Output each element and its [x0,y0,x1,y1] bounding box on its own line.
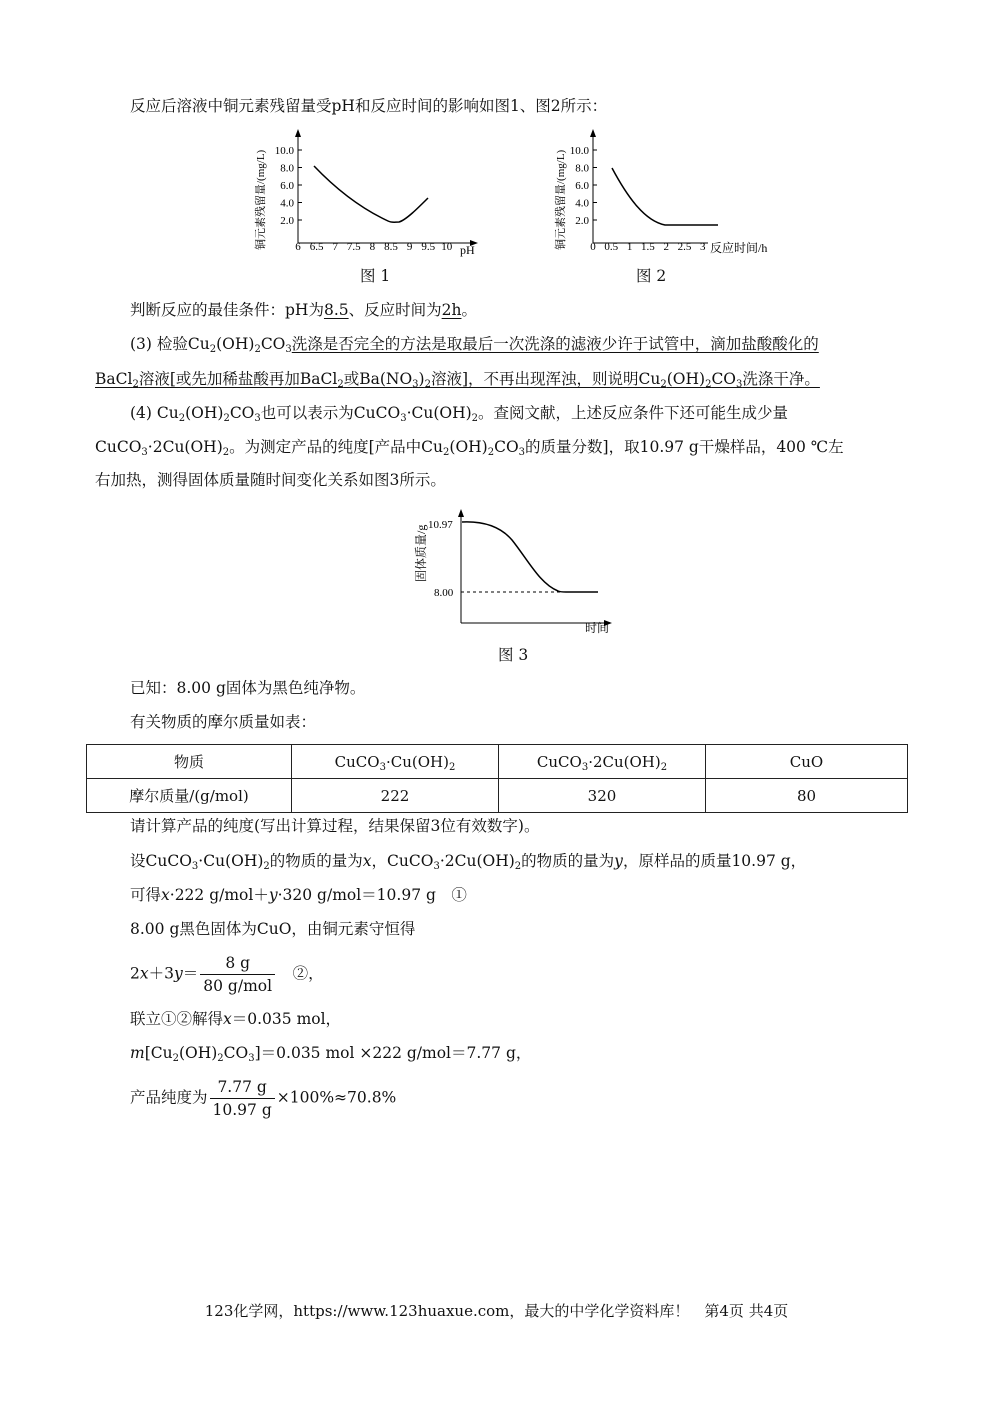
y-tick-label: 8.0 [575,162,589,175]
x-tick-label: 10 [441,241,453,253]
x-tick-label: 1 [626,241,633,253]
calc-step-2: 可得x·222 g/mol＋y·320 g/mol＝10.97 g ① [130,886,467,904]
fig3-curve [462,522,598,592]
fig3-y-bottom: 8.00 [434,587,454,599]
calc-ask: 请计算产品的纯度(写出计算过程，结果保留3位有效数字)。 [130,817,540,835]
x-tick-label: 8.5 [384,241,398,253]
best-conditions: 判断反应的最佳条件：pH为8.5、反应时间为2h。 [130,301,477,319]
fig2-y-label: 铜元素残留量/(mg/L) [555,149,567,250]
table-row-label: 摩尔质量/(g/mol) [87,779,292,813]
table-header-1: $CuCO_3\cdot Cu(OH)_2$ [292,745,499,779]
best-time: 2h [441,301,462,319]
x-tick-label: 9.5 [421,241,436,253]
fig2-curve [612,168,718,225]
page-footer: 123化学网，https://www.123huaxue.com，最大的中学化学资料库！ 第4页 共4页 [204,1302,789,1320]
fig3-y-label: 固体质量/g [414,524,428,582]
x-tick-label: 6.5 [309,241,324,253]
x-tick-label: 7.5 [346,241,361,253]
x-tick-label: 9 [406,241,413,253]
fraction-moles: $\frac{8 g}{\text{80 g/mol}}$ [200,952,275,997]
x-tick-label: 2.5 [677,241,692,253]
table-header-3: CuO [706,745,908,779]
figure-3-caption: 图 3 [498,646,529,664]
figure-3-chart [408,508,618,636]
best-ph: 8.5 [323,301,349,319]
y-tick-label: 6.0 [575,180,589,192]
q3-line-2: BaCl$_2$溶液[或先加稀盐酸再加BaCl$_2$或$Ba(NO_3)_2$溶液]，不再出现浑浊，则说明$Cu_2(OH)_2CO_3$洗涤干净。 [95,370,820,390]
intro-text: 反应后溶液中铜元素残留量受pH和反应时间的影响如图1、图2所示： [130,97,608,115]
calc-step-6: $m[Cu_2(OH)_2CO_3]=0.035$ mol ×222 g/mol＝7.77 g， [130,1044,532,1064]
x-tick-label: 1.5 [641,241,655,253]
y-tick-label: 6.0 [280,180,294,192]
y-tick-label: 4.0 [575,197,589,210]
y-tick-label: 4.0 [280,197,294,210]
table-row [87,779,908,813]
table-cell: 222 [292,779,499,813]
molar-mass-table [86,744,908,813]
calc-step-3: 8.00 g黑色固体为CuO，由铜元素守恒得 [130,920,416,938]
x-tick-label: 2 [663,241,669,253]
table-header-substance: 物质 [87,745,292,779]
figure-1-caption: 图 1 [360,267,391,285]
fig2-x-label: 反应时间/h [710,241,768,255]
x-tick-label: 8 [369,241,376,253]
x-tick-label: 0 [590,241,596,253]
x-tick-label: 3 [700,241,706,253]
calc-step-1: 设$CuCO_3\cdot Cu(OH)_2$的物质的量为x，$CuCO_3\cdot 2Cu(OH)_2$的物质的量为y，原样品的质量10.97 g， [130,852,807,872]
x-tick-label: 6 [295,241,301,253]
y-tick-label: 10.0 [274,145,294,157]
fig3-x-label: 时间 [585,621,610,635]
fig1-y-label: 铜元素残留量/(mg/L) [255,149,267,250]
calc-step-5: 联立①②解得x＝0.035 mol， [130,1010,342,1028]
q4-line-1: (4) $Cu_2(OH)_2CO_3$也可以表示为$CuCO_3\cdot Cu(OH)_2$。查阅文献，上述反应条件下还可能生成少量 [130,404,789,424]
calc-step-7: 产品纯度为 $\frac{7.77 g}{10.97 g}$ ×100%≈70.8% [130,1078,397,1119]
q4-line-3: 右加热，测得固体质量随时间变化关系如图3所示。 [95,471,446,489]
table-intro: 有关物质的摩尔质量如表： [130,713,317,731]
x-tick-label: 7 [332,241,338,253]
fig3-y-top: 10.97 [428,519,453,531]
y-tick-label: 2.0 [280,215,294,227]
q4-line-2: $CuCO_3\cdot 2Cu(OH)_2$。为测定产品的纯度[产品中$Cu_2(OH)_2CO_3$的质量分数]，取10.97 g干燥样品，400 ℃左 [95,438,844,458]
y-tick-label: 10.0 [569,145,589,157]
fraction-purity: $\frac{7.77 g}{10.97 g}$ [210,1076,275,1121]
table-header-2: $CuCO_3\cdot 2Cu(OH)_2$ [499,745,706,779]
table-cell: 80 [706,779,908,813]
table-row [87,745,908,779]
fig1-x-label: pH [460,243,475,257]
table-cell: 320 [499,779,706,813]
figure-2-caption: 图 2 [636,267,667,285]
fig1-curve [314,166,428,222]
y-tick-label: 8.0 [280,162,294,175]
calc-step-4: 2x＋3y＝ $\frac{8 g}{\text{80 g/mol}}$ ②， [130,954,324,995]
figure-1-chart [250,128,490,260]
x-tick-label: 0.5 [604,241,619,253]
q3-line-1: (3) 检验$Cu_2(OH)_2CO_3$洗涤是否完全的方法是取最后一次洗涤的滤液少许于试管中，滴加盐酸酸化的 [130,335,819,355]
y-tick-label: 2.0 [575,215,589,227]
figure-2-chart [550,128,790,260]
known-text: 已知：8.00 g固体为黑色纯净物。 [130,679,366,697]
